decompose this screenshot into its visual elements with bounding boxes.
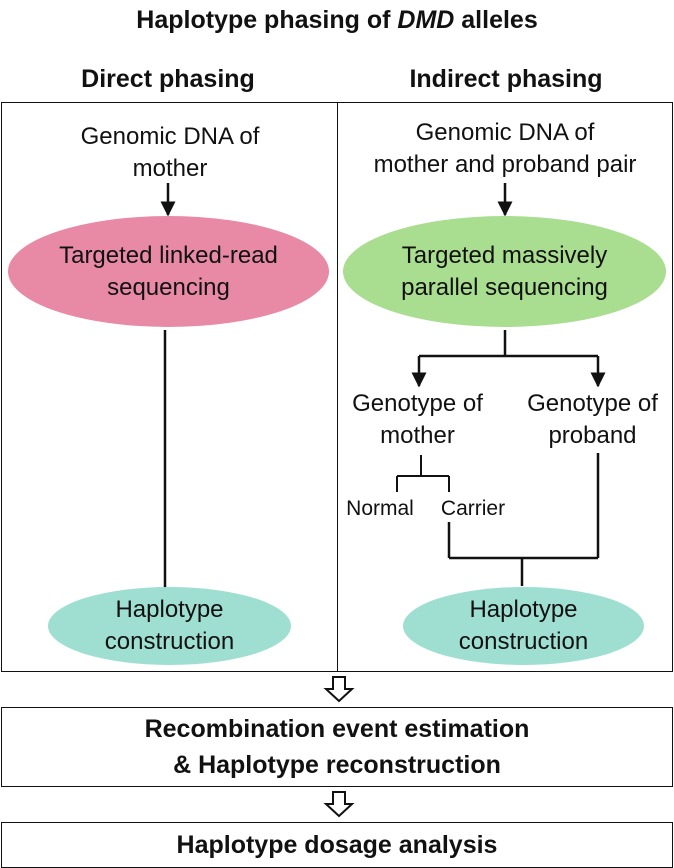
hollow-arrow-1: [326, 677, 352, 701]
genotype-mother-text: [335, 388, 500, 452]
recombination-line1: Recombination event estimation: [144, 715, 530, 743]
massively-parallel-sequencing-ellipse: [343, 216, 666, 327]
title-gene-name: DMD: [397, 6, 455, 34]
hollow-arrow-2: [326, 792, 352, 816]
indirect-input-line2: mother and proband pair: [373, 151, 637, 178]
title-prefix: Haplotype phasing of: [136, 6, 398, 34]
indirect-phasing-heading: Indirect phasing: [409, 65, 603, 93]
genotype-mother-line2: mother: [380, 422, 455, 449]
haplotype-dosage-box: [1, 822, 673, 868]
indirect-construction-line2: construction: [458, 628, 589, 655]
linked-read-line1: Targeted linked-read: [59, 241, 278, 269]
massively-parallel-line1: Targeted massively: [401, 241, 608, 269]
genotype-proband-text: [510, 388, 674, 452]
linked-read-sequencing-ellipse: [8, 216, 329, 327]
normal-label: Normal: [346, 497, 414, 520]
direct-construction-line1: Haplotype: [115, 596, 224, 623]
indirect-construction-line1: Haplotype: [469, 596, 578, 623]
massively-parallel-line2: parallel sequencing: [401, 273, 608, 301]
indirect-haplotype-construction-ellipse: [403, 587, 644, 665]
haplotype-dosage-label: Haplotype dosage analysis: [176, 830, 498, 859]
direct-phasing-heading: Direct phasing: [81, 65, 255, 93]
direct-construction-line2: construction: [104, 628, 235, 655]
genotype-proband-line2: proband: [548, 422, 637, 449]
indirect-input-text: [340, 117, 670, 181]
title-suffix: alleles: [454, 6, 538, 34]
recombination-estimation-box: [1, 707, 673, 787]
carrier-label: Carrier: [440, 497, 506, 520]
indirect-input-line1: Genomic DNA of: [415, 119, 595, 146]
genotype-mother-line1: Genotype of: [352, 390, 483, 417]
recombination-line2: & Haplotype reconstruction: [173, 751, 501, 779]
direct-input-text: [20, 121, 320, 185]
linked-read-line2: sequencing: [107, 273, 230, 301]
direct-haplotype-construction-ellipse: [48, 587, 291, 665]
direct-input-line1: Genomic DNA of: [80, 123, 260, 150]
direct-input-line2: mother: [132, 155, 208, 182]
genotype-proband-line1: Genotype of: [527, 390, 658, 417]
